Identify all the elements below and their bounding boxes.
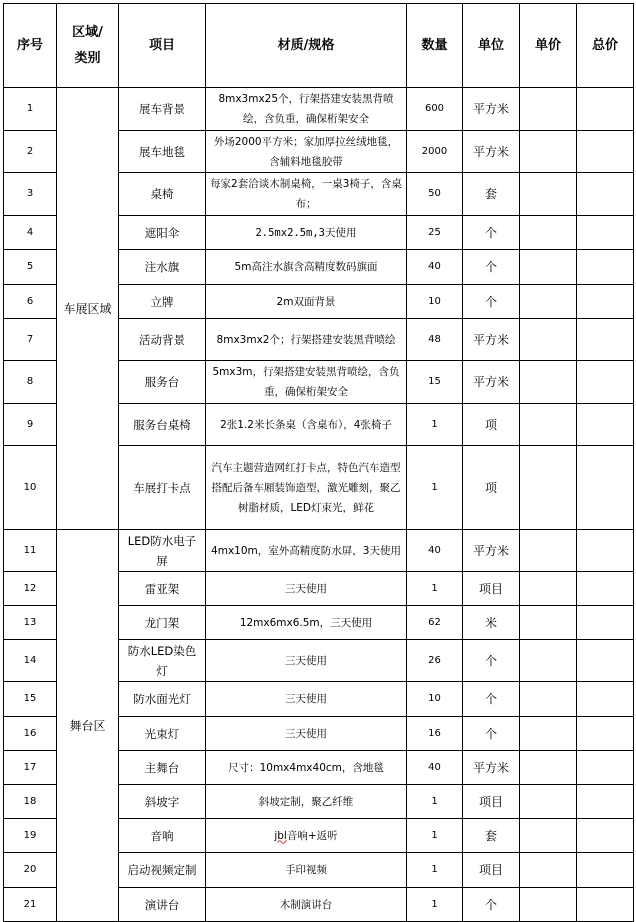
row-item: 立牌 (119, 285, 206, 319)
row-unit: 个 (463, 640, 520, 682)
row-unit-price (520, 717, 577, 751)
row-qty: 1 (407, 572, 463, 606)
row-total-price (577, 173, 634, 216)
row-item: 注水旗 (119, 250, 206, 285)
row-unit-price (520, 785, 577, 819)
row-total-price (577, 606, 634, 640)
row-unit-price (520, 682, 577, 717)
row-qty: 1 (407, 819, 463, 853)
row-total-price (577, 285, 634, 319)
row-unit-price (520, 819, 577, 853)
row-unit: 项 (463, 446, 520, 530)
row-qty: 1 (407, 853, 463, 888)
row-unit: 套 (463, 173, 520, 216)
row-spec: 手印视频 (206, 853, 407, 888)
row-spec: 4mx10m，室外高精度防水屏，3天使用 (206, 530, 407, 572)
row-spec: 2.5mx2.5m,3天使用 (206, 216, 407, 250)
row-spec: 汽车主题营造网红打卡点，特色汽车造型搭配后备车厢装饰造型，激光雕刻，聚乙树脂材质，LED灯束光，鲜花 (206, 446, 407, 530)
row-unit: 个 (463, 216, 520, 250)
row-item: 主舞台 (119, 751, 206, 785)
row-qty: 62 (407, 606, 463, 640)
header-zone (57, 4, 119, 88)
row-unit: 项目 (463, 572, 520, 606)
row-spec: 三天使用 (206, 717, 407, 751)
row-item: 桌椅 (119, 173, 206, 216)
row-total-price (577, 319, 634, 361)
row-total-price (577, 682, 634, 717)
row-item: 演讲台 (119, 888, 206, 922)
row-unit-price (520, 751, 577, 785)
row-spec: 2张1.2米长条桌（含桌布），4张椅子 (206, 404, 407, 446)
row-qty: 26 (407, 640, 463, 682)
row-seq: 8 (4, 361, 57, 404)
row-spec: 外场2000平方米；家加厚拉丝绒地毯，含辅料地毯胶带 (206, 131, 407, 173)
row-seq: 3 (4, 173, 57, 216)
row-spec (206, 819, 407, 853)
row-spec: 三天使用 (206, 682, 407, 717)
row-item: 音响 (119, 819, 206, 853)
row-total-price (577, 717, 634, 751)
row-unit-price (520, 285, 577, 319)
row-item: 雷亚架 (119, 572, 206, 606)
row-spec: 5mx3m，行架搭建安装黑背喷绘，含负重，确保桁架安全 (206, 361, 407, 404)
row-spec: 8mx3mx2个；行架搭建安装黑背喷绘 (206, 319, 407, 361)
row-unit: 平方米 (463, 530, 520, 572)
row-item: 展车地毯 (119, 131, 206, 173)
row-unit: 项 (463, 404, 520, 446)
header-zone-line1: 区域/ (72, 24, 103, 40)
row-seq: 5 (4, 250, 57, 285)
row-spec: 斜坡定制，聚乙纤维 (206, 785, 407, 819)
row-item: LED防水电子屏 (119, 530, 206, 572)
row-unit: 个 (463, 285, 520, 319)
row-item: 活动背景 (119, 319, 206, 361)
row-unit-price (520, 606, 577, 640)
spec-text: 音响+返听 (286, 829, 338, 842)
row-unit-price (520, 173, 577, 216)
row-seq: 9 (4, 404, 57, 446)
row-total-price (577, 88, 634, 131)
row-seq: 11 (4, 530, 57, 572)
row-seq: 4 (4, 216, 57, 250)
row-unit-price (520, 319, 577, 361)
row-item: 展车背景 (119, 88, 206, 131)
row-item: 斜坡字 (119, 785, 206, 819)
row-unit-price (520, 250, 577, 285)
row-item: 防水LED染色灯 (119, 640, 206, 682)
row-item: 服务台 (119, 361, 206, 404)
row-total-price (577, 216, 634, 250)
row-qty: 40 (407, 530, 463, 572)
table-row (4, 88, 634, 131)
row-total-price (577, 888, 634, 922)
row-total-price (577, 572, 634, 606)
row-item: 启动视频定制 (119, 853, 206, 888)
header-row (4, 4, 634, 88)
header-seq: 序号 (4, 4, 57, 88)
row-unit-price (520, 530, 577, 572)
row-total-price (577, 751, 634, 785)
row-seq: 6 (4, 285, 57, 319)
row-item: 龙门架 (119, 606, 206, 640)
row-spec: 5m高注水旗含高精度数码旗面 (206, 250, 407, 285)
row-qty: 10 (407, 285, 463, 319)
row-total-price (577, 785, 634, 819)
row-total-price (577, 361, 634, 404)
header-zone-line2: 类别 (74, 50, 101, 66)
row-total-price (577, 446, 634, 530)
row-total-price (577, 530, 634, 572)
table-row (4, 530, 634, 572)
row-spec: 12mx6mx6.5m，三天使用 (206, 606, 407, 640)
row-unit: 米 (463, 606, 520, 640)
row-total-price (577, 853, 634, 888)
row-total-price (577, 131, 634, 173)
header-total-price: 总价 (577, 4, 634, 88)
row-seq: 1 (4, 88, 57, 131)
row-spec: 每家2套洽谈木制桌椅，一桌3椅子，含桌布； (206, 173, 407, 216)
row-unit: 项目 (463, 853, 520, 888)
row-spec: 三天使用 (206, 572, 407, 606)
row-spec: 尺寸：10mx4mx40cm，含地毯 (206, 751, 407, 785)
row-spec: 8mx3mx25个，行架搭建安装黑背喷绘，含负重，确保桁架安全 (206, 88, 407, 131)
row-unit: 个 (463, 682, 520, 717)
row-unit-price (520, 853, 577, 888)
row-qty: 1 (407, 888, 463, 922)
row-seq: 18 (4, 785, 57, 819)
row-qty: 10 (407, 682, 463, 717)
row-unit-price (520, 888, 577, 922)
row-unit: 套 (463, 819, 520, 853)
row-qty: 40 (407, 250, 463, 285)
row-unit-price (520, 361, 577, 404)
row-unit: 个 (463, 250, 520, 285)
row-unit: 个 (463, 888, 520, 922)
row-unit: 个 (463, 717, 520, 751)
row-seq: 12 (4, 572, 57, 606)
row-qty: 16 (407, 717, 463, 751)
row-unit-price (520, 404, 577, 446)
row-qty: 48 (407, 319, 463, 361)
row-total-price (577, 640, 634, 682)
row-unit: 平方米 (463, 361, 520, 404)
row-unit-price (520, 640, 577, 682)
row-seq: 15 (4, 682, 57, 717)
row-unit-price (520, 572, 577, 606)
row-seq: 2 (4, 131, 57, 173)
row-qty: 1 (407, 785, 463, 819)
row-item: 光束灯 (119, 717, 206, 751)
row-spec: 三天使用 (206, 640, 407, 682)
row-seq: 16 (4, 717, 57, 751)
zone-car-cell: 车展区域 (57, 88, 119, 530)
row-unit: 平方米 (463, 751, 520, 785)
row-unit: 平方米 (463, 88, 520, 131)
row-total-price (577, 404, 634, 446)
row-qty: 600 (407, 88, 463, 131)
quotation-table (3, 3, 634, 922)
row-unit-price (520, 446, 577, 530)
row-qty: 40 (407, 751, 463, 785)
row-qty: 50 (407, 173, 463, 216)
row-total-price (577, 250, 634, 285)
row-seq: 7 (4, 319, 57, 361)
row-qty: 2000 (407, 131, 463, 173)
row-seq: 10 (4, 446, 57, 530)
row-item: 车展打卡点 (119, 446, 206, 530)
header-qty: 数量 (407, 4, 463, 88)
row-unit: 平方米 (463, 319, 520, 361)
row-unit: 平方米 (463, 131, 520, 173)
row-item: 遮阳伞 (119, 216, 206, 250)
row-seq: 20 (4, 853, 57, 888)
row-unit: 项目 (463, 785, 520, 819)
zone-stage-cell: 舞台区 (57, 530, 119, 922)
row-spec: 2m双面背景 (206, 285, 407, 319)
row-spec: 木制演讲台 (206, 888, 407, 922)
row-seq: 13 (4, 606, 57, 640)
row-seq: 14 (4, 640, 57, 682)
row-item: 防水面光灯 (119, 682, 206, 717)
row-item: 服务台桌椅 (119, 404, 206, 446)
header-unit-price: 单价 (520, 4, 577, 88)
row-qty: 1 (407, 446, 463, 530)
header-item: 项目 (119, 4, 206, 88)
row-unit-price (520, 88, 577, 131)
row-seq: 21 (4, 888, 57, 922)
row-total-price (577, 819, 634, 853)
row-seq: 17 (4, 751, 57, 785)
row-qty: 1 (407, 404, 463, 446)
row-seq: 19 (4, 819, 57, 853)
row-qty: 15 (407, 361, 463, 404)
row-qty: 25 (407, 216, 463, 250)
spec-brand-text: jbl (274, 829, 287, 842)
row-unit-price (520, 131, 577, 173)
header-spec: 材质/规格 (206, 4, 407, 88)
row-unit-price (520, 216, 577, 250)
header-unit: 单位 (463, 4, 520, 88)
